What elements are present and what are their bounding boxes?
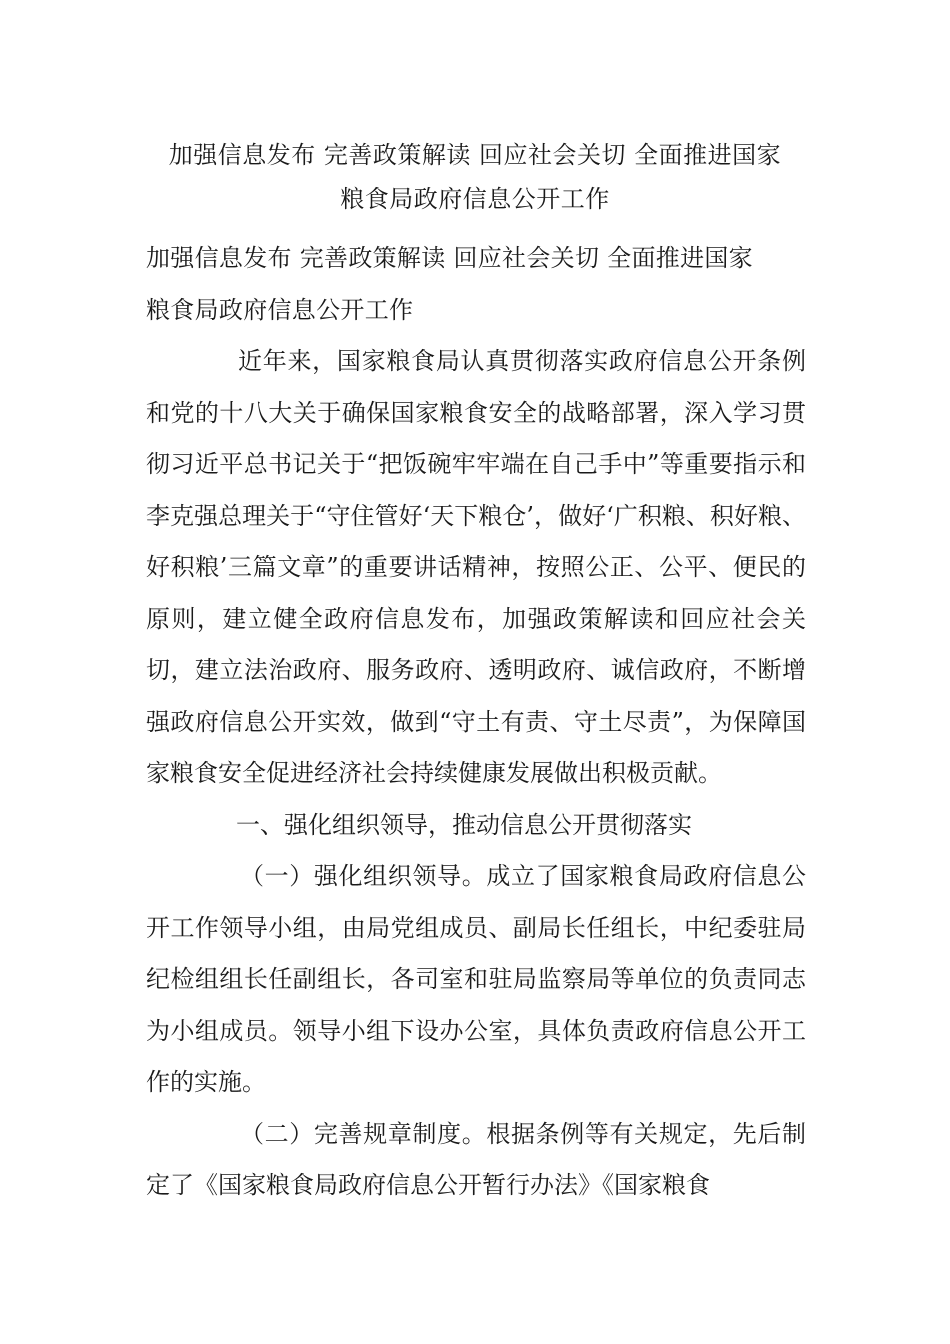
section-1-heading: 一、强化组织领导，推动信息公开贯彻落实 [236,810,692,839]
repeated-heading-line-2: 粮食局政府信息公开工作 [146,295,414,324]
title-line-2: 粮食局政府信息公开工作 [340,185,610,213]
title-line-1: 加强信息发布 完善政策解读 回应社会关切 全面推进国家 [168,141,782,169]
document-title [120,133,830,221]
repeated-heading-line-1: 加强信息发布 完善政策解读 回应社会关切 全面推进国家 [146,244,753,272]
document-body [146,233,806,1212]
intro-paragraph: 近年来，国家粮食局认真贯彻落实政府信息公开条例和党的十八大关于确保国家粮食安全的战略部署，深入学习贯彻习近平总书记关于“把饭碗牢牢端在自己手中”等重要指示和李克强总理关于“守住管好‘天下粮仓’，做好‘广积粮、积好粮、好积粮’三篇文章”的重要讲话精神，按照公正、公平、便民的原则，建立健全政府信息发布，加强政策解读和回应社会关切，建立法治政府、服务政府、透明政府、诚信政府，不断增强政府信息公开实效，做到“守土有责、守土尽责”，为保障国家粮食安全促进经济社会持续健康发展做出积极贡献。 [146,347,806,787]
section-1-item-2: （二）完善规章制度。根据条例等有关规定，先后制定了《国家粮食局政府信息公开暂行办法》《国家粮食 [146,1119,806,1199]
section-1-item-1: （一）强化组织领导。成立了国家粮食局政府信息公开工作领导小组，由局党组成员、副局长任组长，中纪委驻局纪检组组长任副组长，各司室和驻局监察局等单位的负责同志为小组成员。领导小组下设办公室，具体负责政府信息公开工作的实施。 [146,862,806,1096]
